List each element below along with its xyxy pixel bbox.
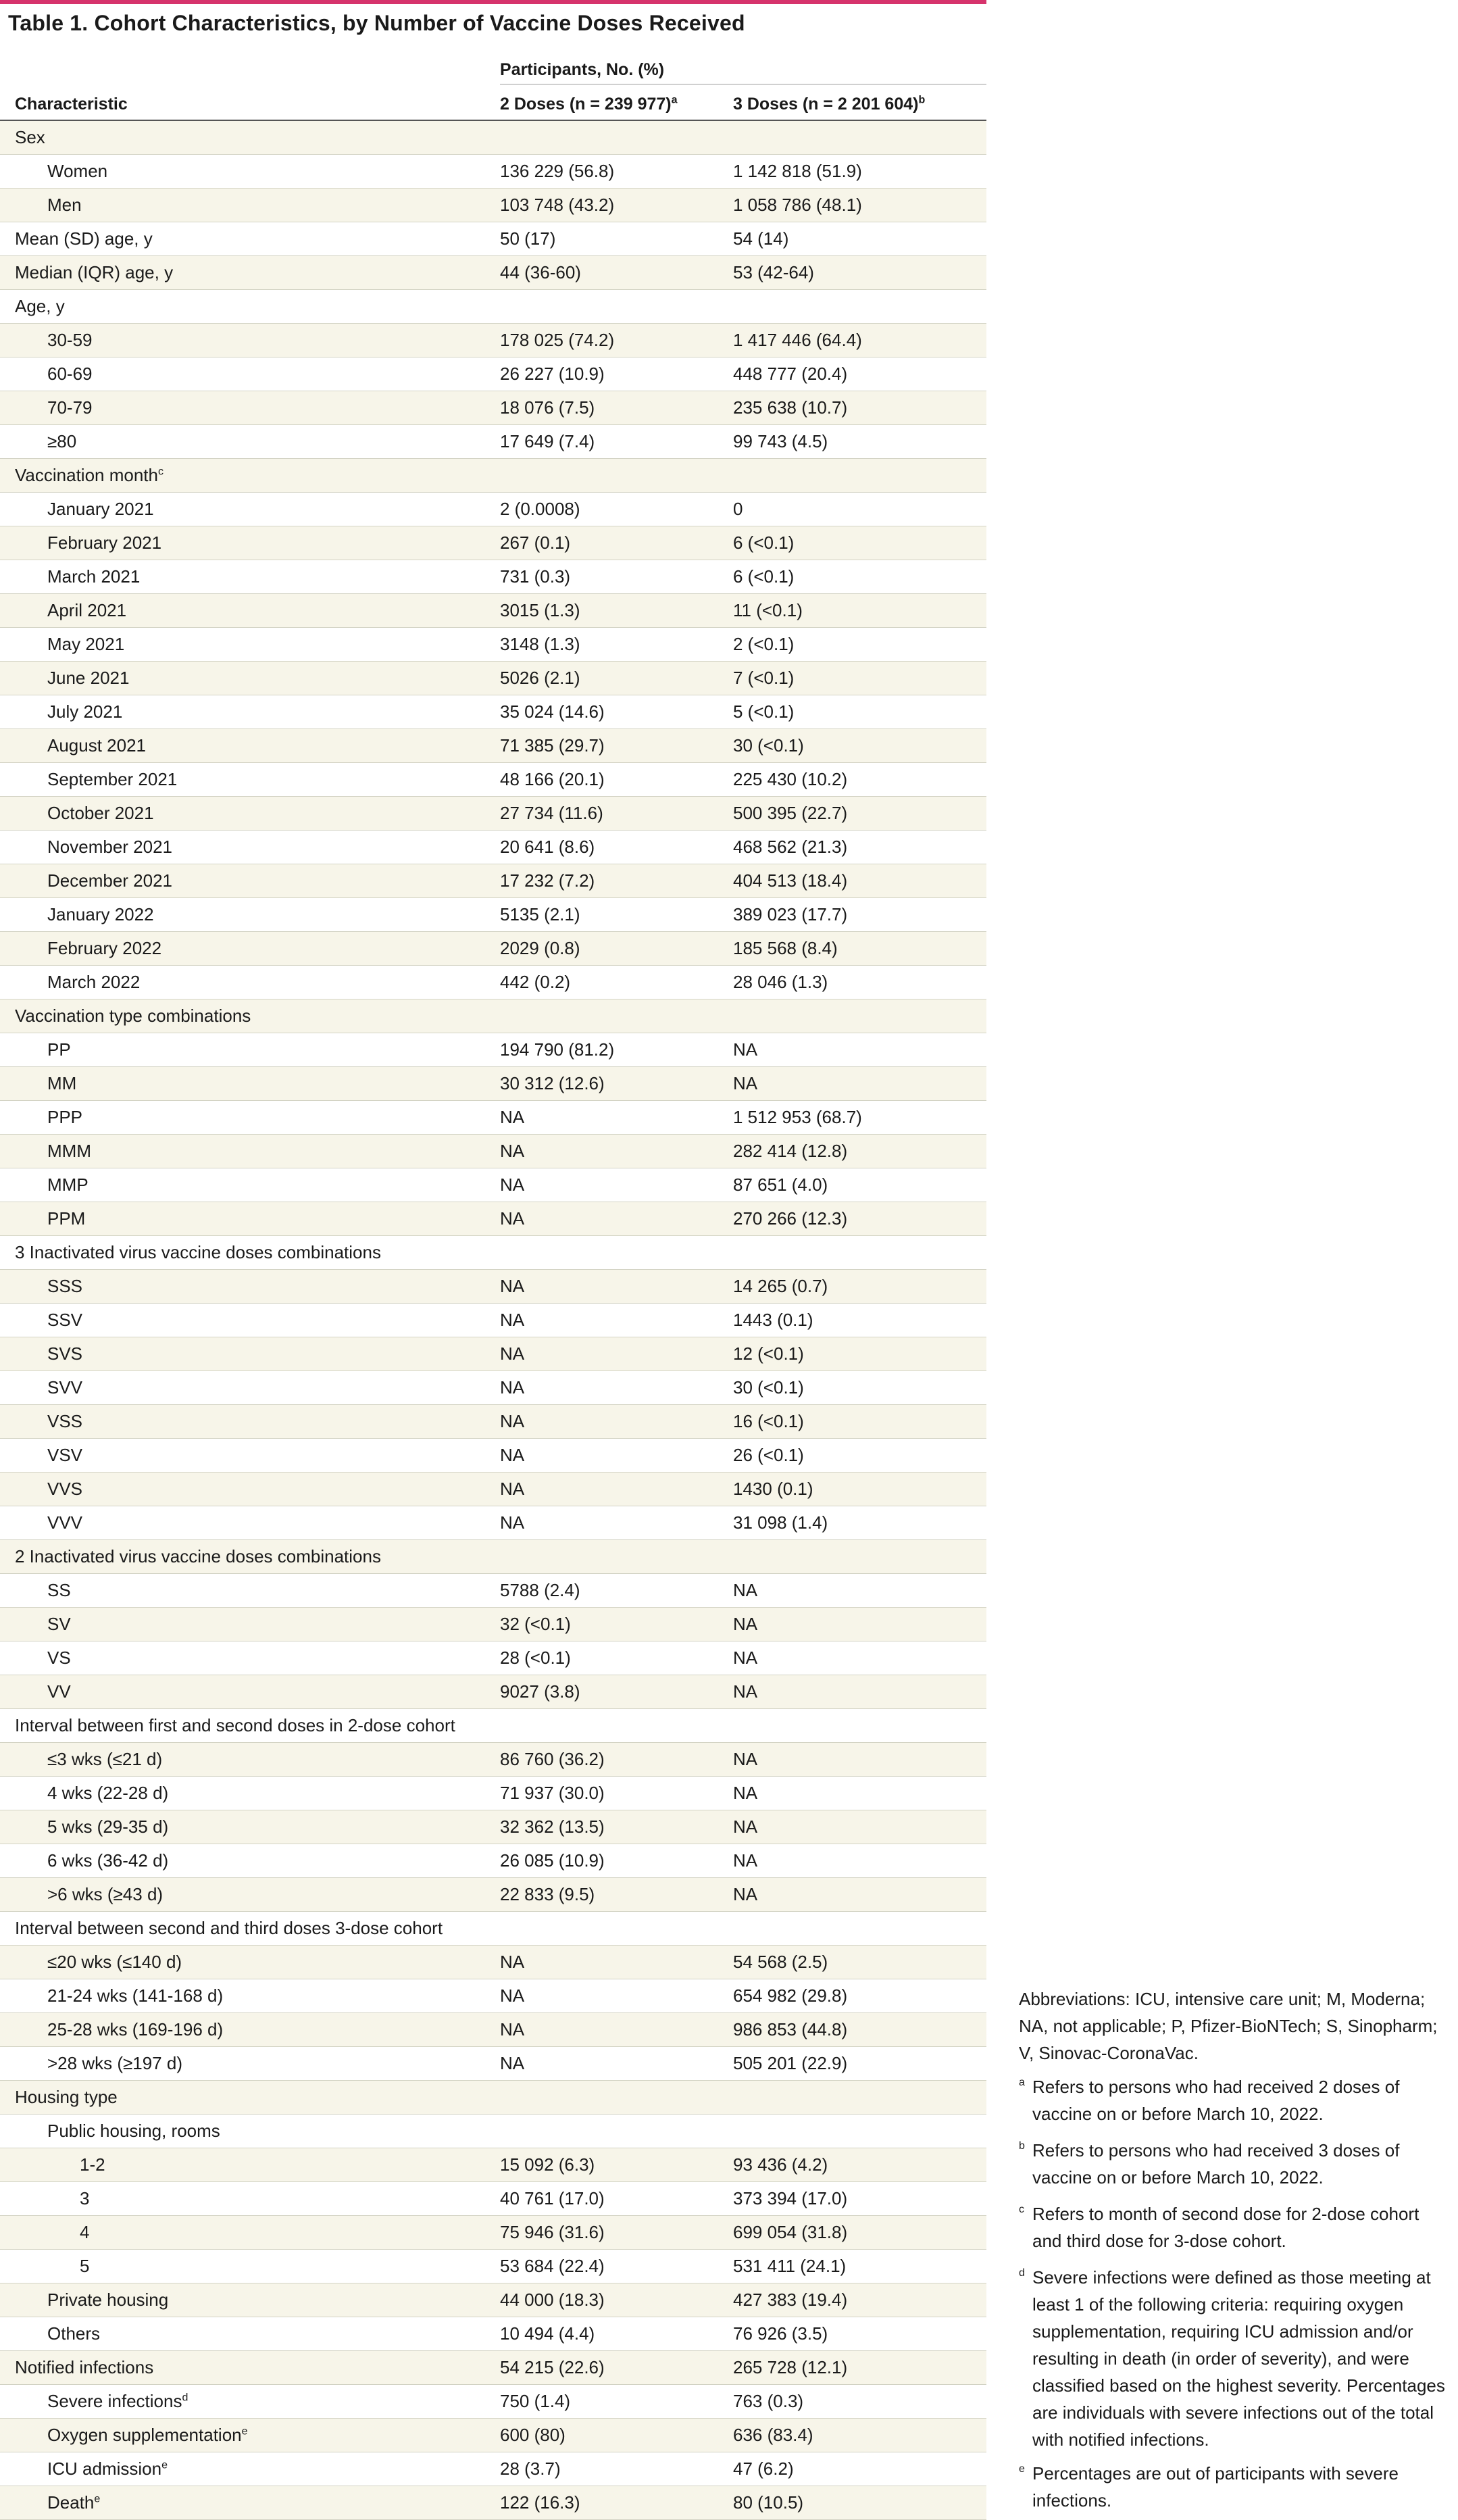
table-row	[0, 627, 986, 661]
table-row	[0, 2249, 986, 2283]
value-3-doses: 6 (<0.1)	[733, 526, 986, 560]
value-2-doses: 5135 (2.1)	[500, 897, 733, 931]
row-label: Interval between first and second doses in 2-dose cohort	[0, 1708, 500, 1742]
value-2-doses: 71 385 (29.7)	[500, 728, 733, 762]
row-label: Severe infections$^d$	[0, 2384, 500, 2418]
value-2-doses: 28 (3.7)	[500, 2452, 733, 2486]
value-2-doses: 54 215 (22.6)	[500, 2350, 733, 2384]
table-row	[0, 289, 986, 323]
value-3-doses: 6 (<0.1)	[733, 560, 986, 593]
value-3-doses: 54 (14)	[733, 222, 986, 255]
value-2-doses: NA	[500, 1506, 733, 1539]
value-3-doses: 87 651 (4.0)	[733, 1168, 986, 1202]
value-3-doses: 763 (0.3)	[733, 2384, 986, 2418]
row-label: February 2021	[0, 526, 500, 560]
value-3-doses: 505 201 (22.9)	[733, 2046, 986, 2080]
footnote-b: b Refers to persons who had received 3 doses of vaccine on or before March 10, 2022.	[1019, 2140, 1400, 2188]
table-row	[0, 188, 986, 222]
value-2-doses: 48 166 (20.1)	[500, 762, 733, 796]
table-row	[0, 1235, 986, 1269]
value-3-doses	[733, 458, 986, 492]
row-label: November 2021	[0, 830, 500, 864]
value-3-doses: NA	[733, 1844, 986, 1877]
value-2-doses: 3015 (1.3)	[500, 593, 733, 627]
value-3-doses: NA	[733, 1573, 986, 1607]
value-3-doses: 54 568 (2.5)	[733, 1945, 986, 1979]
title-accent-bar	[0, 0, 986, 4]
value-3-doses: 185 568 (8.4)	[733, 931, 986, 965]
table-row	[0, 2046, 986, 2080]
value-2-doses: 600 (80)	[500, 2418, 733, 2452]
row-label: Sex	[0, 120, 500, 154]
value-2-doses: 32 (<0.1)	[500, 1607, 733, 1641]
value-3-doses: 500 395 (22.7)	[733, 796, 986, 830]
value-2-doses: 75 946 (31.6)	[500, 2215, 733, 2249]
value-2-doses	[500, 2114, 733, 2148]
value-3-doses: 30 (<0.1)	[733, 1370, 986, 1404]
value-2-doses: 30 312 (12.6)	[500, 1066, 733, 1100]
value-2-doses	[500, 289, 733, 323]
value-3-doses: 389 023 (17.7)	[733, 897, 986, 931]
value-2-doses: 53 684 (22.4)	[500, 2249, 733, 2283]
row-label: August 2021	[0, 728, 500, 762]
table-row	[0, 492, 986, 526]
table-row	[0, 2080, 986, 2114]
value-3-doses: NA	[733, 1033, 986, 1066]
row-label: September 2021	[0, 762, 500, 796]
value-3-doses: 654 982 (29.8)	[733, 1979, 986, 2012]
value-2-doses: 17 649 (7.4)	[500, 424, 733, 458]
row-label: SSV	[0, 1303, 500, 1337]
value-2-doses: NA	[500, 1168, 733, 1202]
table-row	[0, 931, 986, 965]
row-label: Mean (SD) age, y	[0, 222, 500, 255]
table-row	[0, 864, 986, 897]
value-2-doses: 17 232 (7.2)	[500, 864, 733, 897]
cohort-table	[0, 42, 986, 2520]
footnote-d: d Severe infections were defined as those meeting at least 1 of the following criteria: requiring oxygen supplementation, requiring ICU admission and/or resulting in death (in order of severity), and were classified based on the highest severity. Percentages are individuals with severe infections out of the total with notified infections.	[1019, 2267, 1445, 2450]
value-3-doses: 427 383 (19.4)	[733, 2283, 986, 2317]
table-row	[0, 1370, 986, 1404]
row-label: PP	[0, 1033, 500, 1066]
row-label: April 2021	[0, 593, 500, 627]
table-row	[0, 2114, 986, 2148]
table-row	[0, 1708, 986, 1742]
row-label: Housing type	[0, 2080, 500, 2114]
row-label: Age, y	[0, 289, 500, 323]
table-row	[0, 323, 986, 357]
table-row	[0, 1438, 986, 1472]
row-label: Median (IQR) age, y	[0, 255, 500, 289]
value-2-doses: 20 641 (8.6)	[500, 830, 733, 864]
row-label: March 2022	[0, 965, 500, 999]
value-2-doses: 442 (0.2)	[500, 965, 733, 999]
row-label: March 2021	[0, 560, 500, 593]
value-3-doses: 53 (42-64)	[733, 255, 986, 289]
row-label: Public housing, rooms	[0, 2114, 500, 2148]
table-row	[0, 357, 986, 391]
value-2-doses: 3148 (1.3)	[500, 627, 733, 661]
value-2-doses: NA	[500, 1337, 733, 1370]
value-2-doses	[500, 458, 733, 492]
table-row	[0, 2148, 986, 2181]
table-row	[0, 1945, 986, 1979]
row-label: Men	[0, 188, 500, 222]
value-3-doses: 93 436 (4.2)	[733, 2148, 986, 2181]
table-row	[0, 1337, 986, 1370]
value-2-doses: 5788 (2.4)	[500, 1573, 733, 1607]
value-3-doses: 270 266 (12.3)	[733, 1202, 986, 1235]
value-2-doses	[500, 1539, 733, 1573]
value-2-doses: 136 229 (56.8)	[500, 154, 733, 188]
value-3-doses: 12 (<0.1)	[733, 1337, 986, 1370]
row-label: ≤20 wks (≤140 d)	[0, 1945, 500, 1979]
table-row	[0, 1573, 986, 1607]
value-2-doses: NA	[500, 2012, 733, 2046]
row-label: Private housing	[0, 2283, 500, 2317]
table-row	[0, 1100, 986, 1134]
table-row	[0, 1742, 986, 1776]
table-row	[0, 1168, 986, 1202]
value-2-doses	[500, 1235, 733, 1269]
table-row	[0, 1066, 986, 1100]
table-row	[0, 1472, 986, 1506]
header-3-doses: 3 Doses (n = 2 201 604)$^b$	[733, 84, 986, 121]
table-row	[0, 897, 986, 931]
table-row	[0, 1810, 986, 1844]
row-label: VV	[0, 1675, 500, 1708]
value-2-doses: 178 025 (74.2)	[500, 323, 733, 357]
value-3-doses: NA	[733, 1877, 986, 1911]
row-label: MMM	[0, 1134, 500, 1168]
row-label: Oxygen supplementation$^e$	[0, 2418, 500, 2452]
value-2-doses: 86 760 (36.2)	[500, 1742, 733, 1776]
value-2-doses: NA	[500, 1438, 733, 1472]
value-2-doses: 267 (0.1)	[500, 526, 733, 560]
value-3-doses: 636 (83.4)	[733, 2418, 986, 2452]
value-2-doses: 35 024 (14.6)	[500, 695, 733, 728]
row-label: SVV	[0, 1370, 500, 1404]
value-3-doses: 373 394 (17.0)	[733, 2181, 986, 2215]
value-2-doses: 2 (0.0008)	[500, 492, 733, 526]
row-label: >6 wks (≥43 d)	[0, 1877, 500, 1911]
value-2-doses: NA	[500, 1404, 733, 1438]
value-2-doses: 103 748 (43.2)	[500, 188, 733, 222]
value-2-doses: 50 (17)	[500, 222, 733, 255]
table-row	[0, 1641, 986, 1675]
row-label: 3 Inactivated virus vaccine doses combinations	[0, 1235, 500, 1269]
value-2-doses	[500, 120, 733, 154]
value-2-doses: 750 (1.4)	[500, 2384, 733, 2418]
row-label: February 2022	[0, 931, 500, 965]
value-2-doses: 28 (<0.1)	[500, 1641, 733, 1675]
value-3-doses: 265 728 (12.1)	[733, 2350, 986, 2384]
row-label: Others	[0, 2317, 500, 2350]
table-row	[0, 796, 986, 830]
value-2-doses: NA	[500, 2046, 733, 2080]
row-label: October 2021	[0, 796, 500, 830]
value-2-doses: 10 494 (4.4)	[500, 2317, 733, 2350]
value-3-doses	[733, 1235, 986, 1269]
table-row	[0, 120, 986, 154]
value-2-doses: NA	[500, 1134, 733, 1168]
row-label: July 2021	[0, 695, 500, 728]
row-label: VSS	[0, 1404, 500, 1438]
row-label: December 2021	[0, 864, 500, 897]
value-2-doses: NA	[500, 1100, 733, 1134]
table-row	[0, 255, 986, 289]
row-label: January 2022	[0, 897, 500, 931]
row-label: 2 Inactivated virus vaccine doses combinations	[0, 1539, 500, 1573]
value-2-doses: 40 761 (17.0)	[500, 2181, 733, 2215]
footnote-e: e Percentages are out of participants with severe infections.	[1019, 2463, 1399, 2511]
value-3-doses	[733, 289, 986, 323]
table-row	[0, 593, 986, 627]
row-label: VVS	[0, 1472, 500, 1506]
table-row	[0, 1033, 986, 1066]
table-row	[0, 1539, 986, 1573]
value-2-doses	[500, 2080, 733, 2114]
row-label: >28 wks (≥197 d)	[0, 2046, 500, 2080]
table-row	[0, 222, 986, 255]
table-row	[0, 2181, 986, 2215]
table-row	[0, 2486, 986, 2519]
table-row	[0, 458, 986, 492]
value-3-doses: NA	[733, 1066, 986, 1100]
row-label: June 2021	[0, 661, 500, 695]
header-spacer	[0, 42, 500, 84]
value-2-doses: 27 734 (11.6)	[500, 796, 733, 830]
value-2-doses: NA	[500, 1945, 733, 1979]
row-label: 30-59	[0, 323, 500, 357]
row-label: VVV	[0, 1506, 500, 1539]
table-body	[0, 120, 986, 2519]
row-label: 5	[0, 2249, 500, 2283]
value-2-doses: NA	[500, 1979, 733, 2012]
value-2-doses: 71 937 (30.0)	[500, 1776, 733, 1810]
value-3-doses: 282 414 (12.8)	[733, 1134, 986, 1168]
value-2-doses: NA	[500, 1202, 733, 1235]
table-row	[0, 695, 986, 728]
table-row	[0, 762, 986, 796]
value-3-doses: 1 512 953 (68.7)	[733, 1100, 986, 1134]
value-2-doses: 731 (0.3)	[500, 560, 733, 593]
value-2-doses: NA	[500, 1269, 733, 1303]
value-3-doses: 14 265 (0.7)	[733, 1269, 986, 1303]
value-3-doses: 30 (<0.1)	[733, 728, 986, 762]
value-3-doses: 26 (<0.1)	[733, 1438, 986, 1472]
value-3-doses: 2 (<0.1)	[733, 627, 986, 661]
row-label: SVS	[0, 1337, 500, 1370]
table-row	[0, 830, 986, 864]
row-label: SSS	[0, 1269, 500, 1303]
table-row	[0, 728, 986, 762]
value-2-doses: 44 000 (18.3)	[500, 2283, 733, 2317]
value-3-doses: 235 638 (10.7)	[733, 391, 986, 424]
table-row	[0, 1776, 986, 1810]
value-3-doses: 76 926 (3.5)	[733, 2317, 986, 2350]
footnote-c: c Refers to month of second dose for 2-dose cohort and third dose for 3-dose cohort.	[1019, 2204, 1419, 2251]
value-3-doses: 1 142 818 (51.9)	[733, 154, 986, 188]
row-label: ≥80	[0, 424, 500, 458]
value-2-doses: 9027 (3.8)	[500, 1675, 733, 1708]
value-2-doses: 5026 (2.1)	[500, 661, 733, 695]
value-3-doses: 7 (<0.1)	[733, 661, 986, 695]
value-2-doses: 122 (16.3)	[500, 2486, 733, 2519]
value-2-doses	[500, 999, 733, 1033]
value-3-doses: 80 (10.5)	[733, 2486, 986, 2519]
table-row	[0, 526, 986, 560]
row-label: Death$^e$	[0, 2486, 500, 2519]
value-2-doses	[500, 1708, 733, 1742]
table-row	[0, 2215, 986, 2249]
value-3-doses	[733, 1539, 986, 1573]
row-label: ICU admission$^e$	[0, 2452, 500, 2486]
table-row	[0, 1404, 986, 1438]
value-3-doses: NA	[733, 1607, 986, 1641]
row-label: 60-69	[0, 357, 500, 391]
table-row	[0, 560, 986, 593]
table-row	[0, 1675, 986, 1708]
header-2-doses: 2 Doses (n = 239 977)$^a$	[500, 84, 733, 121]
row-label: 3	[0, 2181, 500, 2215]
value-3-doses: 5 (<0.1)	[733, 695, 986, 728]
table-row	[0, 2317, 986, 2350]
value-3-doses: NA	[733, 1641, 986, 1675]
value-3-doses	[733, 2080, 986, 2114]
row-label: 1-2	[0, 2148, 500, 2181]
value-2-doses: NA	[500, 1370, 733, 1404]
table-row	[0, 1911, 986, 1945]
value-3-doses: 47 (6.2)	[733, 2452, 986, 2486]
value-2-doses: 44 (36-60)	[500, 255, 733, 289]
value-3-doses: 1443 (0.1)	[733, 1303, 986, 1337]
value-3-doses	[733, 1911, 986, 1945]
header-participants: Participants, No. (%)	[500, 42, 986, 84]
table-row	[0, 391, 986, 424]
row-label: MM	[0, 1066, 500, 1100]
value-2-doses: NA	[500, 1303, 733, 1337]
value-3-doses: 1 058 786 (48.1)	[733, 188, 986, 222]
table-row	[0, 1303, 986, 1337]
table-row	[0, 154, 986, 188]
row-label: Vaccination month$^c$	[0, 458, 500, 492]
row-label: 4 wks (22-28 d)	[0, 1776, 500, 1810]
row-label: Women	[0, 154, 500, 188]
table-row	[0, 999, 986, 1033]
table-row	[0, 1844, 986, 1877]
value-3-doses: 225 430 (10.2)	[733, 762, 986, 796]
table-row	[0, 2012, 986, 2046]
table-row	[0, 1607, 986, 1641]
row-label: 25-28 wks (169-196 d)	[0, 2012, 500, 2046]
value-2-doses: NA	[500, 1472, 733, 1506]
value-3-doses: 1 417 446 (64.4)	[733, 323, 986, 357]
row-label: Vaccination type combinations	[0, 999, 500, 1033]
table-title: Table 1. Cohort Characteristics, by Number of Vaccine Doses Received	[8, 11, 745, 35]
value-3-doses: 699 054 (31.8)	[733, 2215, 986, 2249]
table-row	[0, 2452, 986, 2486]
row-label: 21-24 wks (141-168 d)	[0, 1979, 500, 2012]
value-3-doses: 1430 (0.1)	[733, 1472, 986, 1506]
row-label: SS	[0, 1573, 500, 1607]
table-row	[0, 965, 986, 999]
value-3-doses: 31 098 (1.4)	[733, 1506, 986, 1539]
value-3-doses: 16 (<0.1)	[733, 1404, 986, 1438]
footnote-a: a Refers to persons who had received 2 doses of vaccine on or before March 10, 2022.	[1019, 2077, 1400, 2124]
value-3-doses: 0	[733, 492, 986, 526]
value-3-doses	[733, 120, 986, 154]
value-3-doses: 448 777 (20.4)	[733, 357, 986, 391]
value-3-doses: NA	[733, 1810, 986, 1844]
table-row	[0, 1877, 986, 1911]
table-row	[0, 1269, 986, 1303]
row-label: MMP	[0, 1168, 500, 1202]
row-label: SV	[0, 1607, 500, 1641]
value-3-doses	[733, 2114, 986, 2148]
value-2-doses: 194 790 (81.2)	[500, 1033, 733, 1066]
table-row	[0, 1134, 986, 1168]
table-row	[0, 1202, 986, 1235]
value-3-doses: NA	[733, 1675, 986, 1708]
row-label: 70-79	[0, 391, 500, 424]
value-3-doses: NA	[733, 1742, 986, 1776]
row-label: May 2021	[0, 627, 500, 661]
row-label: ≤3 wks (≤21 d)	[0, 1742, 500, 1776]
value-3-doses	[733, 999, 986, 1033]
row-label: Notified infections	[0, 2350, 500, 2384]
table-row	[0, 2350, 986, 2384]
row-label: VSV	[0, 1438, 500, 1472]
value-3-doses: NA	[733, 1776, 986, 1810]
row-label: PPM	[0, 1202, 500, 1235]
row-label: 4	[0, 2215, 500, 2249]
row-label: PPP	[0, 1100, 500, 1134]
row-label: VS	[0, 1641, 500, 1675]
table-row	[0, 2384, 986, 2418]
value-3-doses: 404 513 (18.4)	[733, 864, 986, 897]
value-3-doses: 11 (<0.1)	[733, 593, 986, 627]
row-label: 5 wks (29-35 d)	[0, 1810, 500, 1844]
value-2-doses: 15 092 (6.3)	[500, 2148, 733, 2181]
row-label: Interval between second and third doses 3-dose cohort	[0, 1911, 500, 1945]
value-3-doses: 986 853 (44.8)	[733, 2012, 986, 2046]
value-3-doses: 99 743 (4.5)	[733, 424, 986, 458]
value-3-doses: 531 411 (24.1)	[733, 2249, 986, 2283]
row-label: January 2021	[0, 492, 500, 526]
value-2-doses: 22 833 (9.5)	[500, 1877, 733, 1911]
header-characteristic: Characteristic	[0, 84, 500, 121]
value-3-doses	[733, 1708, 986, 1742]
value-2-doses: 18 076 (7.5)	[500, 391, 733, 424]
table-row	[0, 1979, 986, 2012]
value-2-doses: 2029 (0.8)	[500, 931, 733, 965]
abbreviations-note: Abbreviations: ICU, intensive care unit; M, Moderna; NA, not applicable; P, Pfizer-BioNTech; S, Sinopharm; V, Sinovac-CoronaVac.	[1019, 1989, 1438, 2063]
value-2-doses: 32 362 (13.5)	[500, 1810, 733, 1844]
row-label: 6 wks (36-42 d)	[0, 1844, 500, 1877]
table-row	[0, 661, 986, 695]
value-3-doses: 468 562 (21.3)	[733, 830, 986, 864]
value-2-doses: 26 085 (10.9)	[500, 1844, 733, 1877]
table-row	[0, 2418, 986, 2452]
table-row	[0, 424, 986, 458]
table-row	[0, 1506, 986, 1539]
table-row	[0, 2283, 986, 2317]
value-2-doses	[500, 1911, 733, 1945]
value-3-doses: 28 046 (1.3)	[733, 965, 986, 999]
value-2-doses: 26 227 (10.9)	[500, 357, 733, 391]
